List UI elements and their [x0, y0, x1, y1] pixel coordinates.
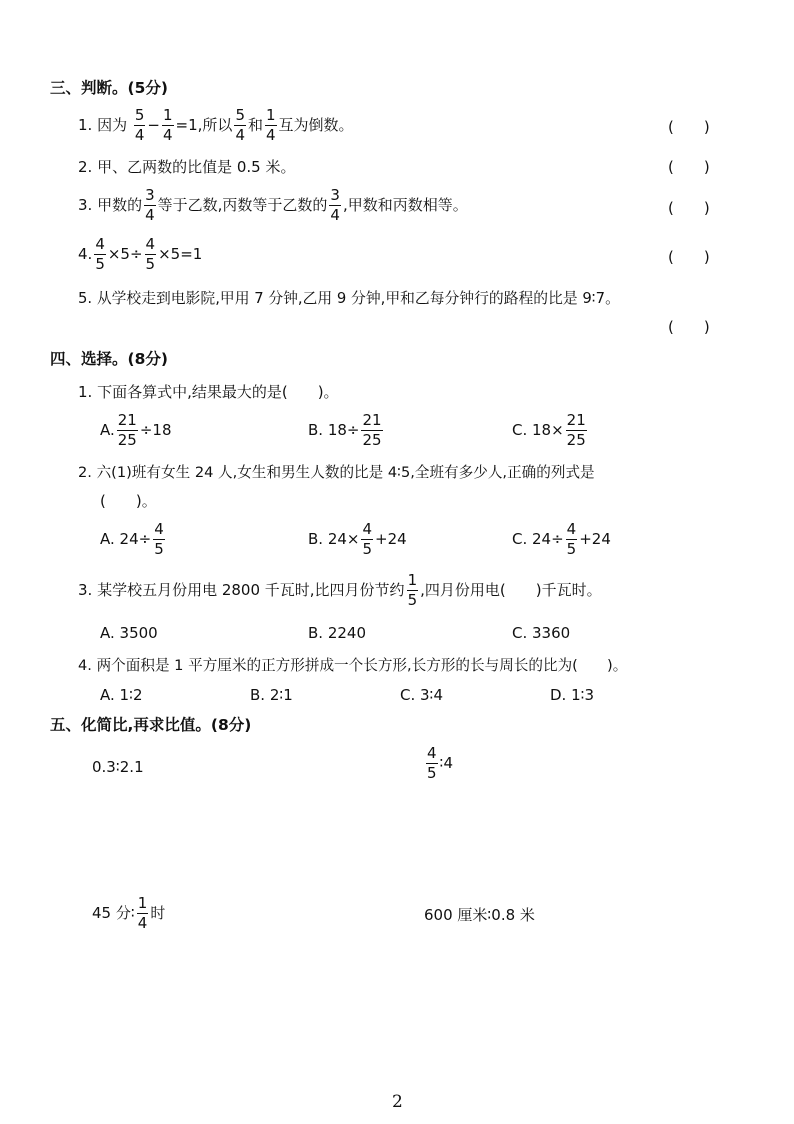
section-5-title: 五、化简比,再求比值。(8分): [50, 716, 252, 734]
answer-paren-5[interactable]: ( ): [668, 318, 710, 336]
ratio-problem-4: 600 厘米∶0.8 米: [424, 906, 535, 924]
option-b[interactable]: B. 2∶1: [250, 686, 293, 704]
choice-question-2-cont: ( )。: [100, 492, 157, 510]
choice-question-3: 3. 某学校五月份用电 2800 千瓦时,比四月份节约 $\frac{1}{5}$ ,四月份用电( )千瓦时。: [78, 571, 602, 609]
option-a[interactable]: A. $\frac{21}{25}$ ÷18: [100, 411, 172, 449]
option-b[interactable]: B. 2240: [308, 624, 367, 642]
fraction: $\frac{1}{4}$: [163, 106, 173, 144]
fraction: $\frac{4}{5}$: [154, 520, 164, 558]
option-c[interactable]: C. 18× $\frac{21}{25}$: [512, 411, 586, 449]
option-a[interactable]: A. 3500: [100, 624, 158, 642]
fraction: $\frac{1}{5}$: [407, 571, 418, 609]
fraction: $\frac{4}{5}$: [95, 235, 105, 273]
choice-question-4: 4. 两个面积是 1 平方厘米的正方形拼成一个长方形,长方形的长与周长的比为( )。: [78, 657, 628, 674]
fraction: $\frac{3}{4}$: [330, 186, 340, 224]
fraction: $\frac{1}{4}$: [266, 106, 276, 144]
option-b[interactable]: B. 24× $\frac{4}{5}$ +24: [308, 520, 407, 558]
option-a[interactable]: A. 1∶2: [100, 686, 143, 704]
fraction: $\frac{21}{25}$: [362, 411, 382, 449]
option-d[interactable]: D. 1∶3: [550, 686, 595, 704]
answer-paren-2[interactable]: ( ): [668, 158, 710, 176]
page-number: 2: [392, 1092, 403, 1112]
judge-question-4: 4. $\frac{4}{5}$ ×5÷ $\frac{4}{5}$ ×5=1: [78, 235, 203, 273]
fraction: $\frac{4}{5}$: [566, 520, 577, 558]
answer-paren-1[interactable]: ( ): [668, 118, 710, 136]
fraction: $\frac{4}{5}$: [427, 744, 437, 782]
option-a[interactable]: A. 24÷ $\frac{4}{5}$: [100, 520, 164, 558]
judge-question-1: 1. 因为 $\frac{5}{4}$ − $\frac{1}{4}$ =1,所以 $\frac{5}{4}$ 和 $\frac{1}{4}$ 互为倒数。: [78, 106, 354, 144]
judge-question-5: 5. 从学校走到电影院,甲用 7 分钟,乙用 9 分钟,甲和乙每分钟行的路程的比是 9∶7。: [78, 290, 620, 307]
fraction: $\frac{3}{4}$: [145, 186, 155, 224]
option-c[interactable]: C. 3360: [512, 624, 571, 642]
option-c[interactable]: C. 24÷ $\frac{4}{5}$ +24: [512, 520, 611, 558]
fraction: $\frac{21}{25}$: [117, 411, 137, 449]
ratio-problem-1: 0.3∶2.1: [92, 758, 144, 776]
judge-question-3: 3. 甲数的 $\frac{3}{4}$ 等于乙数,丙数等于乙数的 $\frac{3}{4}$ ,甲数和丙数相等。: [78, 186, 468, 224]
section-3-title: 三、判断。(5分): [50, 79, 168, 97]
fraction: $\frac{5}{4}$: [134, 106, 145, 144]
choice-question-1: 1. 下面各算式中,结果最大的是( )。: [78, 383, 339, 401]
fraction: $\frac{4}{5}$: [145, 235, 156, 273]
fraction: $\frac{5}{4}$: [235, 106, 245, 144]
ratio-problem-2: $\frac{4}{5}$ ∶4: [427, 744, 453, 782]
option-c[interactable]: C. 3∶4: [400, 686, 444, 704]
option-b[interactable]: B. 18÷ $\frac{21}{25}$: [308, 411, 382, 449]
fraction: $\frac{1}{4}$: [137, 894, 148, 932]
choice-question-2: 2. 六(1)班有女生 24 人,女生和男生人数的比是 4∶5,全班有多少人,正确的列式是: [78, 464, 595, 481]
section-4-title: 四、选择。(8分): [50, 350, 168, 368]
answer-paren-4[interactable]: ( ): [668, 248, 710, 266]
answer-paren-3[interactable]: ( ): [668, 199, 710, 217]
fraction: $\frac{4}{5}$: [362, 520, 373, 558]
judge-question-2: 2. 甲、乙两数的比值是 0.5 米。: [78, 158, 296, 176]
fraction: $\frac{21}{25}$: [566, 411, 586, 449]
ratio-problem-3: 45 分∶ $\frac{1}{4}$ 时: [92, 894, 166, 932]
